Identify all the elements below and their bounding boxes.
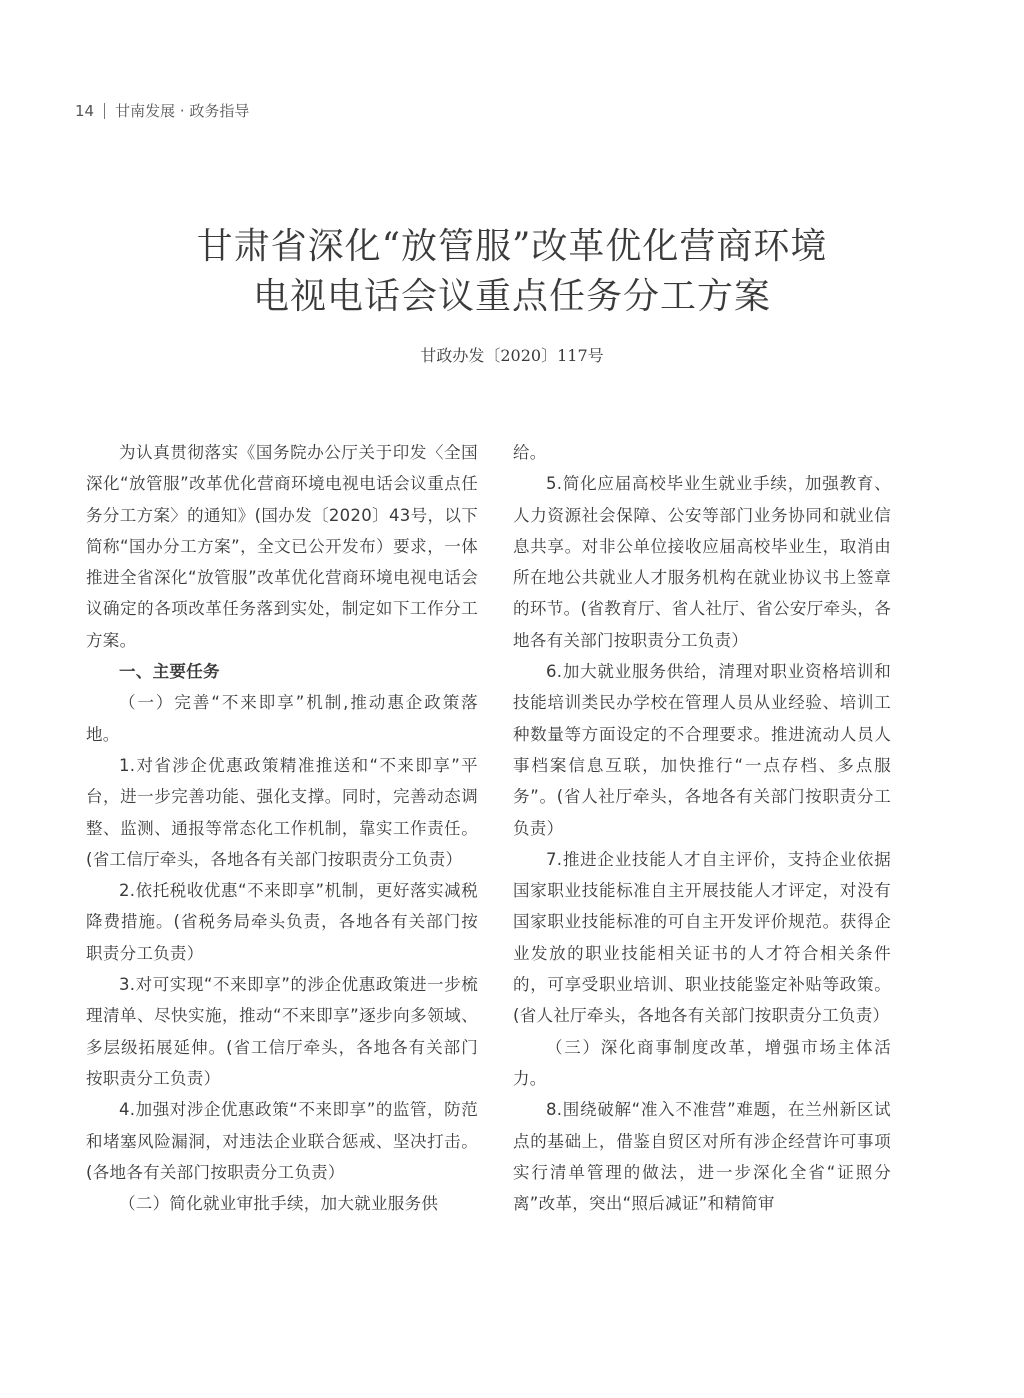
paragraph: 8.围绕破解“准入不准营”难题，在兰州新区试点的基础上，借鉴自贸区对所有涉企经营许可事项实行清单管理的做法，进一步深化全省“证照分离”改革，突出“照后减证”和精简审	[513, 1100, 891, 1214]
paragraph: 6.加大就业服务供给，清理对职业资格培训和技能培训类民办学校在管理人员从业经验、培训工种数量等方面设定的不合理要求。推进流动人员人事档案信息互联，加快推行“一点存档、多点服务”。(省人社厅牵头，各地各有关部门按职责分工负责）	[513, 662, 891, 838]
left-column	[86, 437, 478, 1219]
paragraph: 为认真贯彻落实《国务院办公厅关于印发〈全国深化“放管服”改革优化营商环境电视电话会议重点任务分工方案〉的通知》(国办发〔2020〕43号，以下简称“国办分工方案”，全文已公开发布）要求，一体推进全省深化“放管服”改革优化营商环境电视电话会议确定的各项改革任务落到实处，制定如下工作分工方案。	[86, 443, 478, 650]
paragraph: 3.对可实现“不来即享”的涉企优惠政策进一步梳理清单、尽快实施，推动“不来即享”逐步向多领域、多层级拓展延伸。(省工信厅牵头，各地各有关部门按职责分工负责）	[86, 975, 478, 1088]
paragraph-continuation: 给。	[513, 443, 547, 462]
paragraph: 1.对省涉企优惠政策精准推送和“不来即享”平台，进一步完善功能、强化支撑。同时，完善动态调整、监测、通报等常态化工作机制，靠实工作责任。(省工信厅牵头，各地各有关部门按职责分工负责）	[86, 755, 478, 869]
document-number: 甘政办发〔2020〕117号	[420, 346, 604, 365]
subsection-heading: （三）深化商事制度改革，增强市场主体活力。	[513, 1037, 891, 1088]
section-name: 甘南发展 · 政务指导	[115, 102, 250, 120]
subsection-heading: （二）简化就业审批手续，加大就业服务供	[119, 1194, 439, 1214]
right-column	[513, 437, 891, 1219]
document-title	[0, 222, 1024, 322]
subsection-heading: （一）完善“不来即享”机制,推动惠企政策落地。	[86, 693, 478, 744]
section-heading: 一、主要任务	[119, 662, 220, 682]
running-header	[75, 100, 249, 121]
paragraph: 7.推进企业技能人才自主评价，支持企业依据国家职业技能标准自主开展技能人才评定，对没有国家职业技能标准的可自主开发评价规范。获得企业发放的职业技能相关证书的人才符合相关条件的，可享受职业培训、职业技能鉴定补贴等政策。(省人社厅牵头，各地各有关部门按职责分工负责）	[513, 849, 891, 1026]
page-number: 14	[75, 101, 95, 120]
paragraph: 2.依托税收优惠“不来即享”机制，更好落实减税降费措施。(省税务局牵头负责，各地各有关部门按职责分工负责）	[86, 881, 478, 963]
paragraph: 5.简化应届高校毕业生就业手续，加强教育、人力资源社会保障、公安等部门业务协同和就业信息共享。对非公单位接收应届高校毕业生，取消由所在地公共就业人才服务机构在就业协议书上签章的环节。(省教育厅、省人社厅、省公安厅牵头，各地各有关部门按职责分工负责）	[513, 474, 891, 650]
title-line-2: 电视电话会议重点任务分工方案	[252, 276, 771, 317]
paragraph: 4.加强对涉企优惠政策“不来即享”的监管，防范和堵塞风险漏洞，对违法企业联合惩戒、坚决打击。(各地各有关部门按职责分工负责）	[86, 1100, 478, 1182]
header-divider	[104, 103, 105, 119]
title-line-1: 甘肃省深化“放管服”改革优化营商环境	[196, 226, 828, 267]
